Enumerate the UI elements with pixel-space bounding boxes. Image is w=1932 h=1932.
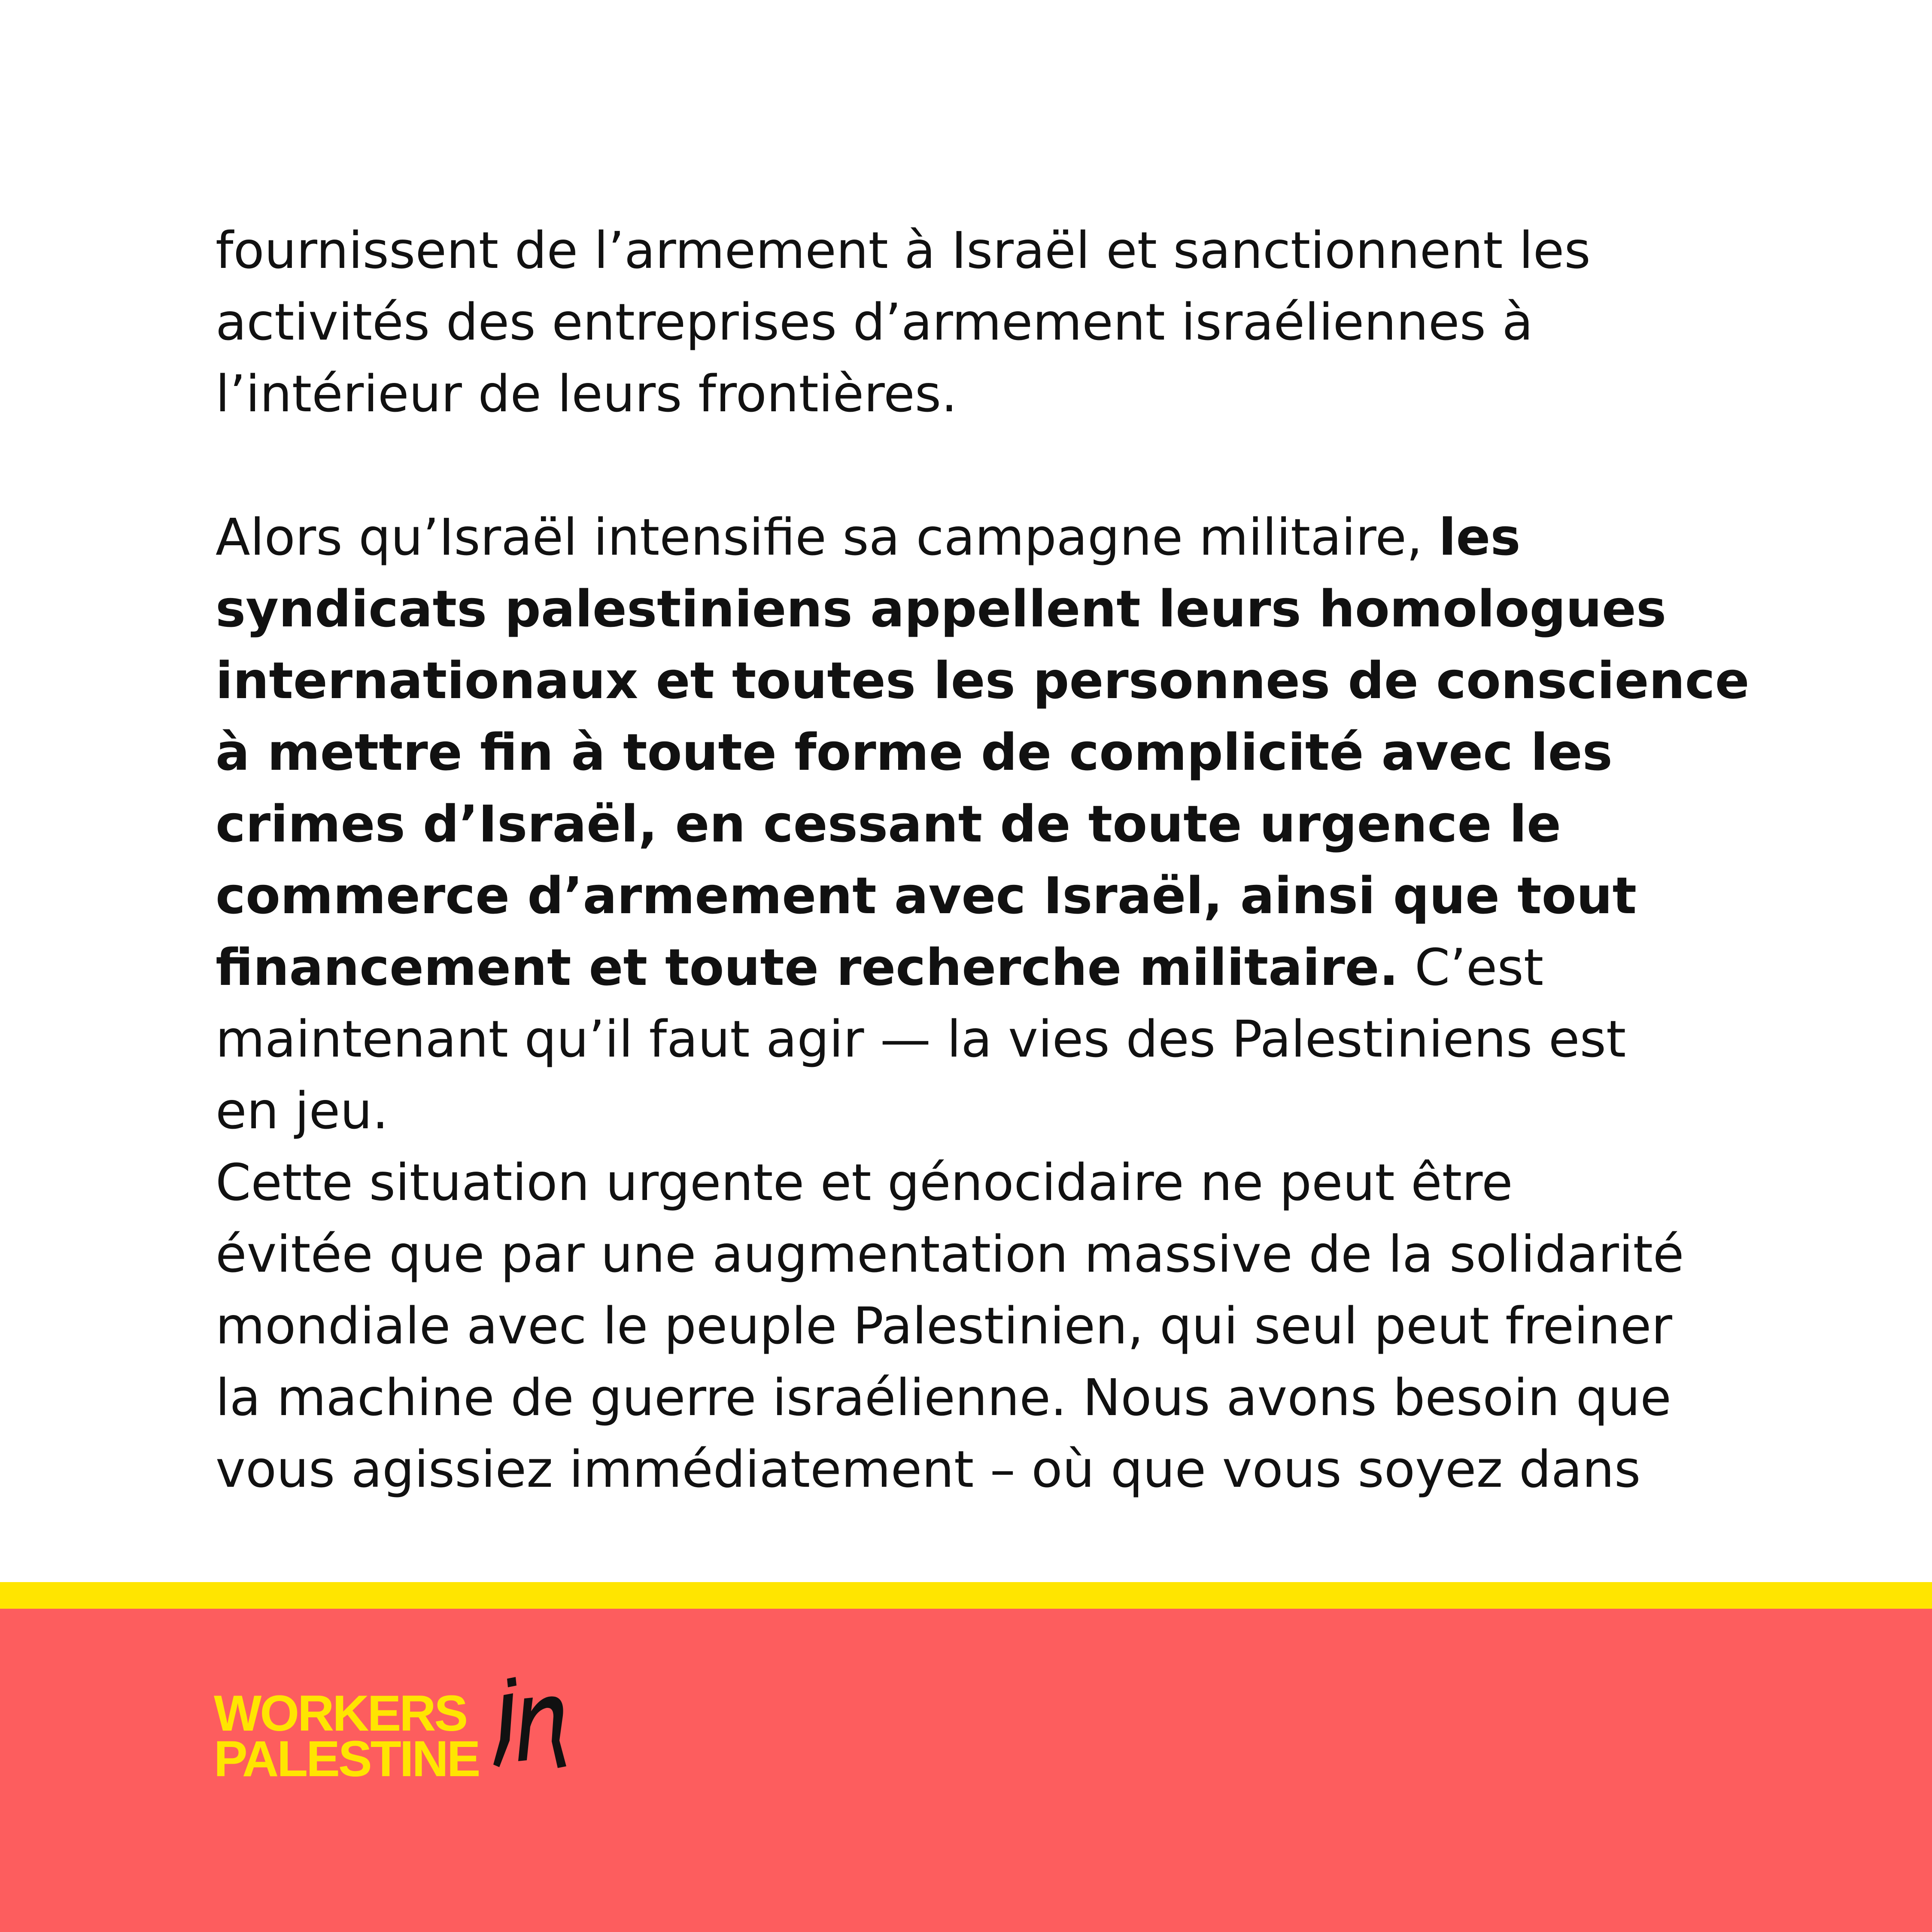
text-line-bold: internationaux et toutes les personnes de conscience: [216, 651, 1750, 710]
text-line-bold: crimes d’Israël, en cessant de toute urgence le: [216, 794, 1561, 854]
text-line: activités des entreprises d’armement israéliennes à: [216, 292, 1533, 352]
logo-in-brush-icon: [491, 1676, 581, 1788]
text-line: la machine de guerre israélienne. Nous avons besoin que: [216, 1368, 1671, 1427]
workers-in-palestine-logo: [214, 1679, 600, 1790]
text-bold: les: [1438, 507, 1521, 567]
logo-text-workers: WORKERS: [214, 1685, 467, 1742]
text-line: [216, 932, 1744, 1003]
text-line: maintenant qu’il faut agir — la vies des Palestiniens est: [216, 1009, 1626, 1069]
text-line-bold: commerce d’armement avec Israël, ainsi que tout: [216, 866, 1637, 925]
text-line-bold: à mettre fin à toute forme de complicité avec les: [216, 723, 1613, 782]
body-text: [216, 215, 1750, 1505]
text-line: l’intérieur de leurs frontières.: [216, 364, 957, 423]
text-line: évitée que par une augmentation massive de la solidarité: [216, 1224, 1684, 1284]
paragraph-gap: [216, 430, 1744, 501]
text-line: vous agissiez immédiatement – où que vous soyez dans: [216, 1440, 1641, 1499]
text-line: Cette situation urgente et génocidaire ne peut être: [216, 1153, 1513, 1212]
text-line: mondiale avec le peuple Palestinien, qui seul peut freiner: [216, 1296, 1672, 1355]
text-bold: financement et toute recherche militaire.: [216, 938, 1399, 997]
text-line: en jeu.: [216, 1081, 389, 1140]
logo-text-palestine: PALESTINE: [214, 1731, 479, 1787]
text-line: [216, 501, 1744, 573]
text-normal: Alors qu’Israël intensifie sa campagne militaire,: [216, 507, 1439, 567]
text-line: fournissent de l’armement à Israël et sanctionnent les: [216, 221, 1591, 280]
yellow-stripe: [0, 1582, 1932, 1609]
text-normal: C’est: [1398, 938, 1544, 997]
text-line-bold: syndicats palestiniens appellent leurs homologues: [216, 579, 1667, 638]
